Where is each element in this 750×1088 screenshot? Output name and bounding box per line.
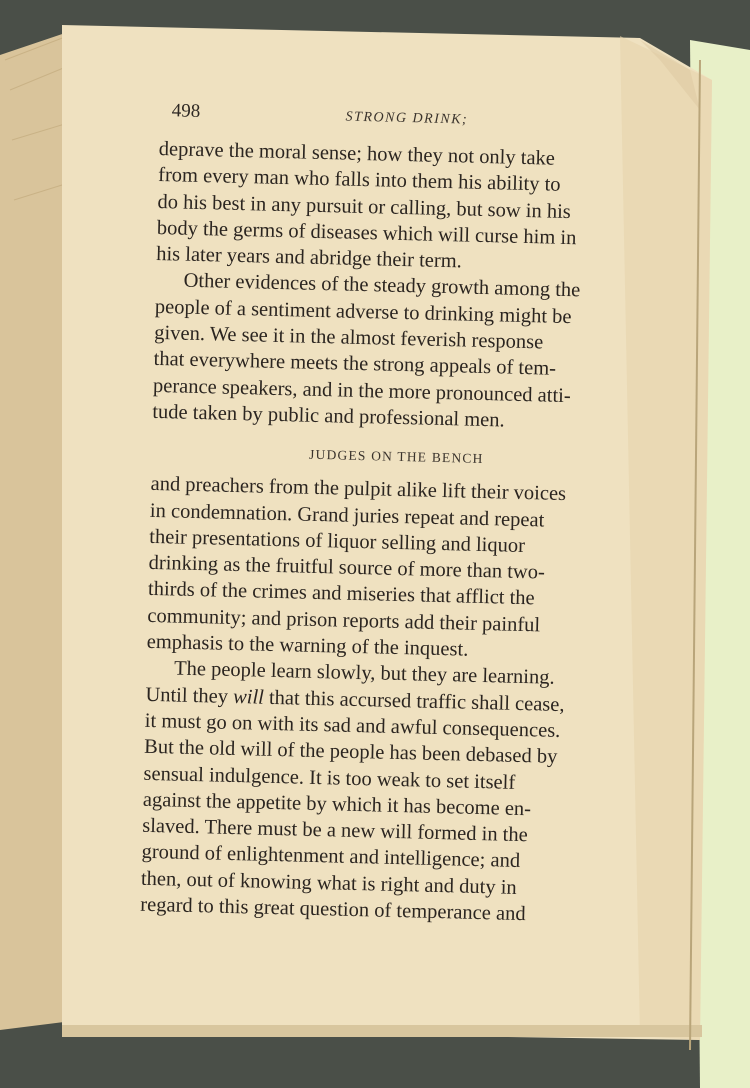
text-line: people of a sentiment adverse to drinking might be <box>154 295 572 328</box>
running-title: STRONG DRINK; <box>345 109 469 128</box>
paragraph-2 <box>152 267 646 437</box>
text-line: against the appetite by which it has become en- <box>142 788 532 821</box>
text-line: sensual indulgence. It is too weak to set itself <box>143 762 516 794</box>
text-line: thirds of the crimes and miseries that afflict the <box>147 578 535 610</box>
text-line: slaved. There must be a new will formed in the <box>141 814 529 847</box>
text-segment: Until they <box>145 683 234 708</box>
text-line: community; and prison reports add their painful <box>147 604 541 637</box>
text-line: drinking as the fruitful source of more than two- <box>148 552 546 584</box>
text-line: But the old will of the people has been debased by <box>143 736 558 769</box>
page-content <box>140 100 650 930</box>
text-line: perance speakers, and in the more pronounced atti- <box>152 374 571 407</box>
text-line: tude taken by public and professional men. <box>152 400 505 432</box>
text-line: emphasis to the warning of the inquest. <box>146 630 469 661</box>
paragraph-4 <box>140 655 636 930</box>
text-line: do his best in any pursuit or calling, but sow in his <box>157 190 572 223</box>
text-line: Other evidences of the steady growth among the <box>183 270 581 302</box>
text-line: given. We see it in the almost feverish response <box>154 322 544 354</box>
text-line: deprave the moral sense; how they not only take <box>158 137 556 170</box>
text-line: that everywhere meets the strong appeals of tem- <box>153 348 557 381</box>
text-line: regard to this great question of temperance and <box>140 893 526 926</box>
text-line: from every man who falls into them his ability to <box>157 164 561 197</box>
text-line: in condemnation. Grand juries repeat and repeat <box>149 499 545 532</box>
text-line: his later years and abridge their term. <box>155 243 463 273</box>
text-line: body the germs of diseases which will curse him in <box>156 216 577 250</box>
text-line: ground of enlightenment and intelligence; and <box>141 841 521 873</box>
text-line: then, out of knowing what is right and duty in <box>140 867 517 899</box>
emphasized-word: will <box>232 685 265 709</box>
paragraph-3 <box>146 471 640 667</box>
text-segment: that this accursed traffic shall cease, <box>263 686 565 716</box>
text-line: their presentations of liquor selling and liquor <box>149 525 526 557</box>
text-line: it must go on with its sad and awful consequences. <box>144 709 561 742</box>
text-line: and preachers from the pulpit alike lift their voices <box>150 473 567 506</box>
section-heading: JUDGES ON THE BENCH <box>308 447 484 467</box>
text-line: The people learn slowly, but they are learning. <box>173 657 555 690</box>
page-number: 498 <box>171 100 201 122</box>
paragraph-1 <box>156 136 649 279</box>
